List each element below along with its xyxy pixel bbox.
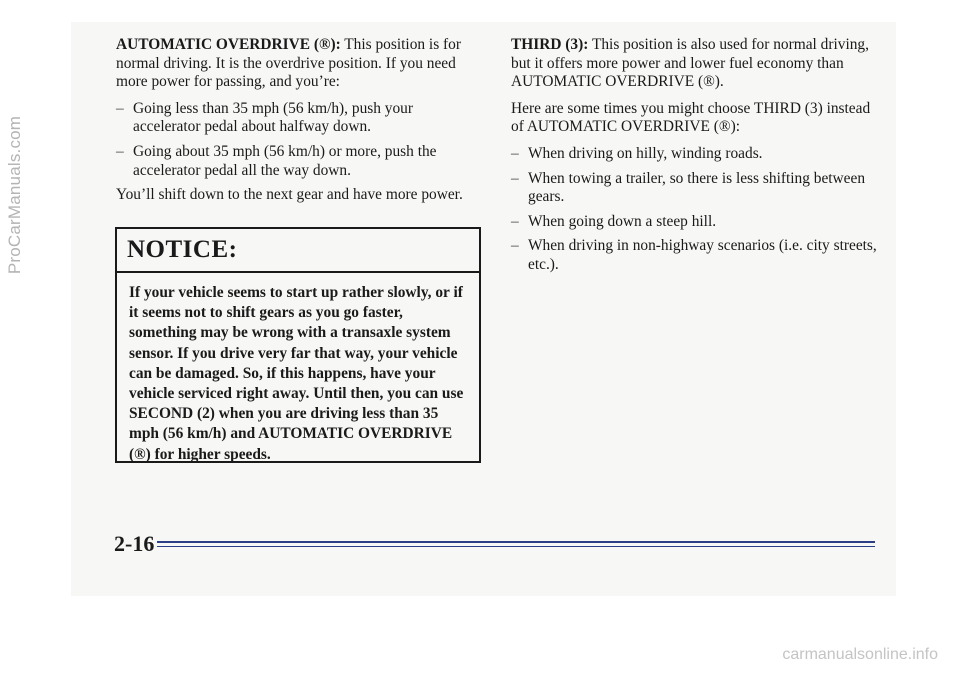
list-item-text: When towing a trailer, so there is less shifting between gears. bbox=[528, 169, 866, 206]
overdrive-heading: AUTOMATIC OVERDRIVE (®): bbox=[116, 36, 341, 53]
dash-icon: – bbox=[116, 142, 124, 160]
overdrive-text: This position is for normal driving. It is the overdrive position. If you need more power for passing, and you’re: bbox=[116, 36, 461, 91]
footer-rule-thin bbox=[157, 546, 875, 547]
dash-icon: – bbox=[116, 99, 124, 117]
overdrive-paragraph bbox=[116, 36, 484, 92]
bottom-watermark: carmanualsonline.info bbox=[782, 646, 938, 663]
dash-icon: – bbox=[511, 237, 519, 255]
left-column bbox=[116, 36, 484, 213]
side-watermark bbox=[0, 0, 30, 675]
third-heading: THIRD (3): bbox=[511, 36, 589, 53]
list-item bbox=[511, 237, 883, 274]
dash-icon: – bbox=[511, 169, 519, 187]
list-item-text: Going less than 35 mph (56 km/h), push your accelerator pedal about halfway down. bbox=[133, 99, 414, 136]
notice-title: NOTICE: bbox=[117, 229, 479, 273]
side-watermark-text: ProCarManuals.com bbox=[5, 115, 24, 275]
right-column bbox=[511, 36, 883, 281]
third-text: This position is also used for normal driving, but it offers more power and lower fuel economy than AUTOMATIC OVERDRIVE (®). bbox=[511, 36, 869, 91]
list-item bbox=[116, 100, 484, 137]
dash-icon: – bbox=[511, 212, 519, 230]
third-paragraph bbox=[511, 36, 883, 92]
notice-body: If your vehicle seems to start up rather slowly, or if it seems not to shift gears as you go faster, something may be wrong with a transaxle system sensor. If you drive very far that way, your vehicle can be damaged. So, if this happens, have your vehicle serviced right away. Until then, you can use SECOND (2) when you are driving less than 35 mph (56 km/h) and AUTOMATIC OVERDRIVE (®) for higher speeds. bbox=[129, 284, 464, 463]
closing-paragraph: You’ll shift down to the next gear and have more power. bbox=[116, 186, 463, 204]
page-number: 2-16 bbox=[114, 531, 155, 556]
footer-rule bbox=[157, 541, 875, 543]
list-item bbox=[116, 143, 484, 180]
list-item-text: When driving on hilly, winding roads. bbox=[528, 144, 763, 162]
list-item-text: When driving in non-highway scenarios (i.e. city streets, etc.). bbox=[528, 237, 877, 273]
notice-box bbox=[115, 227, 481, 463]
list-item-text: Going about 35 mph (56 km/h) or more, push the accelerator pedal all the way down. bbox=[133, 142, 437, 179]
list-item-text: When going down a steep hill. bbox=[528, 212, 717, 230]
list-item bbox=[511, 213, 883, 232]
list-item bbox=[511, 170, 883, 207]
dash-icon: – bbox=[511, 144, 519, 162]
list-item bbox=[511, 145, 883, 164]
third-intro: Here are some times you might choose THIRD (3) instead of AUTOMATIC OVERDRIVE (®): bbox=[511, 99, 871, 136]
